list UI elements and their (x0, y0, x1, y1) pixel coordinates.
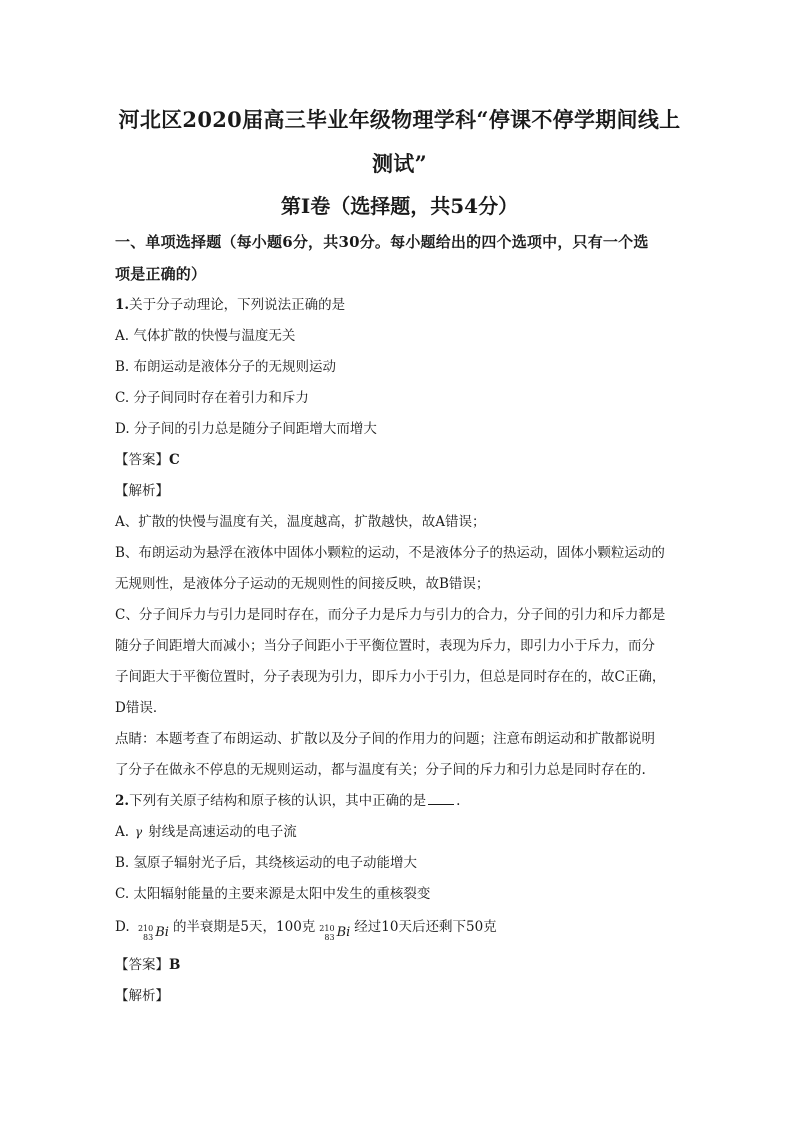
question-2-analysis-label: 【解析】 (115, 988, 169, 1004)
question-2-option-b: B. 氢原子辐射光子后，其绕核运动的电子动能增大 (115, 855, 418, 871)
analysis-line: 子间距大于平衡位置时，分子表现为引力，即斥力小于引力，但总是同时存在的，故C正确， (115, 669, 666, 685)
answer-blank (428, 790, 454, 805)
answer-value: C (169, 452, 180, 468)
question-1-answer (115, 445, 684, 476)
comment-line: 了分子在做永不停息的无规则运动，都与温度有关；分子间的斥力和引力总是同时存在的. (115, 762, 646, 778)
question-2-number: 2. (115, 793, 130, 809)
analysis-line: C、分子间斥力与引力是同时存在，而分子力是斥力与引力的合力，分子间的引力和斥力都是 (115, 607, 666, 623)
nuclide-bi-210 (138, 916, 169, 950)
analysis-line: 无规则性，是液体分子运动的无规则性的间接反映，故B错误； (115, 576, 490, 592)
option-a-text: 射线是高速运动的电子流 (148, 824, 297, 840)
question-2-option-d (115, 910, 684, 950)
answer-value: B (169, 957, 181, 973)
analysis-line: B、布朗运动为悬浮在液体中固体小颗粒的运动，不是液体分子的热运动，固体小颗粒运动的 (115, 545, 665, 561)
option-d-text-end: 经过10天后还剩下50克 (354, 919, 497, 935)
part-heading-line2: 项是正确的） (115, 265, 207, 283)
option-a-prefix: A. (115, 824, 130, 840)
analysis-line: D错误． (115, 700, 167, 716)
answer-label: 【答案】 (115, 957, 169, 973)
option-d-prefix: D. (115, 919, 130, 935)
answer-label: 【答案】 (115, 452, 169, 468)
question-1-text: 关于分子动理论，下列说法正确的是 (129, 297, 346, 313)
element-symbol: Bi (336, 925, 351, 940)
atomic-number: 83 (143, 933, 154, 942)
part-heading-line1: 一、单项选择题（每小题6分，共30分。每小题给出的四个选项中，只有一个选 (115, 233, 649, 251)
section-title: 第I卷（选择题，共54分） (280, 194, 519, 218)
question-2-answer (115, 950, 684, 981)
option-d-text-mid: 的半衰期是5天，100克 (172, 919, 316, 935)
element-symbol: Bi (155, 925, 169, 940)
question-1-stem (115, 290, 684, 321)
document-title-line2: 测试” (372, 151, 427, 176)
question-1-number: 1. (115, 297, 130, 313)
question-2-end: . (456, 793, 461, 809)
analysis-line: A、扩散的快慢与温度有关，温度越高，扩散越快，故A错误； (115, 514, 486, 530)
question-1-analysis-label: 【解析】 (115, 483, 169, 499)
gamma-symbol: γ (135, 825, 143, 839)
question-2-option-a (115, 817, 684, 848)
mass-number: 210 (137, 924, 154, 933)
document-title-line1: 河北区2020届高三毕业年级物理学科“停课不停学期间线上 (118, 107, 681, 132)
question-1-option-d: D. 分子间的引力总是随分子间距增大而增大 (115, 421, 377, 437)
mass-number: 210 (319, 924, 335, 933)
question-2-option-c: C. 太阳辐射能量的主要来源是太阳中发生的重核裂变 (115, 886, 431, 902)
question-2-text: 下列有关原子结构和原子核的认识，其中正确的是 (129, 793, 427, 809)
question-1-option-a: A. 气体扩散的快慢与温度无关 (115, 328, 296, 344)
question-1-option-b: B. 布朗运动是液体分子的无规则运动 (115, 359, 337, 375)
analysis-line: 随分子间距增大而减小；当分子间距小于平衡位置时，表现为斥力，即引力小于斥力，而分 (115, 638, 655, 654)
question-2-stem (115, 786, 684, 817)
nuclide-bi-210 (319, 916, 350, 950)
atomic-number: 83 (324, 933, 335, 942)
question-1-option-c: C. 分子间同时存在着引力和斥力 (115, 390, 309, 406)
comment-line: 点睛：本题考查了布朗运动、扩散以及分子间的作用力的问题；注意布朗运动和扩散都说明 (115, 731, 655, 747)
